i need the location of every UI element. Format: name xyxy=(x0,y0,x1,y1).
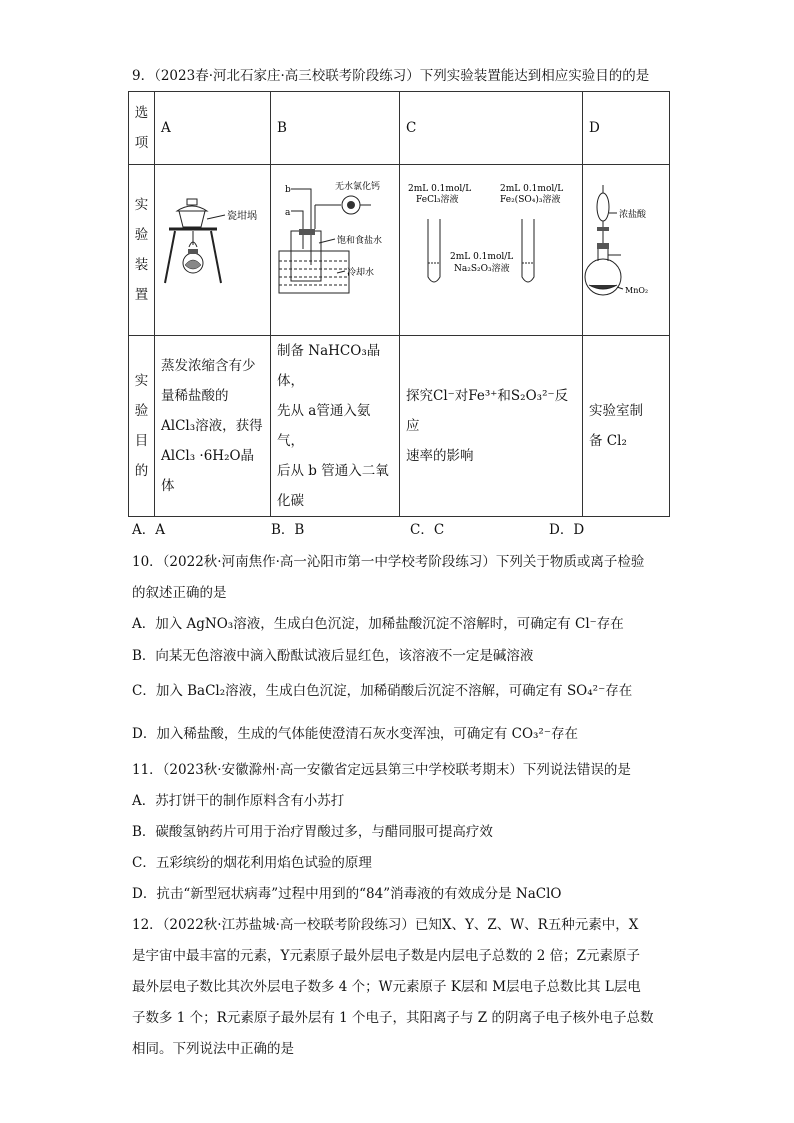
q10-option-c[interactable]: C．加入 BaCl₂溶液，生成白色沉淀，加稀硝酸后沉淀不溶解，可确定有 SO₄²⁻存在 xyxy=(132,683,633,699)
row-label-options: 选 项 xyxy=(129,92,155,165)
tube-a-label: a xyxy=(285,208,291,218)
q10-stem-line2: 的叙述正确的是 xyxy=(132,585,227,601)
q9-stem: 9．（2023春·河北石家庄·高三校联考阶段练习）下列实验装置能达到相应实验目的的是 xyxy=(132,68,650,84)
q11-option-b[interactable]: B．碳酸氢钠药片可用于治疗胃酸过多，与醋同服可提高疗效 xyxy=(132,824,493,840)
label-crucible: 瓷坩埚 xyxy=(227,211,257,222)
header-c: C xyxy=(400,92,583,165)
q12-line-1: 12．（2022秋·江苏盐城·高一校联考阶段练习）已知X、Y、Z、W、R五种元素中，X xyxy=(132,917,639,933)
header-d: D xyxy=(583,92,670,165)
label-saturated-nacl: 饱和食盐水 xyxy=(337,236,383,246)
apparatus-row xyxy=(129,165,670,336)
row-label-purpose: 实 验 目 的 xyxy=(129,336,155,517)
label-na2s2o3: Na₂S₂O₃溶液 xyxy=(454,264,510,274)
purpose-d: 实验室制 备 Cl₂ xyxy=(583,336,670,517)
label-fe2so43: Fe₂(SO₄)₃溶液 xyxy=(500,195,561,205)
q9-option-c[interactable]: C．C xyxy=(410,522,445,538)
q12-line-5: 相同。下列说法中正确的是 xyxy=(132,1041,294,1057)
q10-option-a[interactable]: A．加入 AgNO₃溶液，生成白色沉淀，加稀盐酸沉淀不溶解时，可确定有 Cl⁻存在 xyxy=(132,616,624,632)
q9-option-d[interactable]: D．D xyxy=(549,522,585,538)
purpose-row xyxy=(129,336,670,517)
q9-table xyxy=(128,91,670,517)
q9-option-a[interactable]: A．A xyxy=(132,522,165,538)
apparatus-a xyxy=(155,165,271,336)
tube-b-label: b xyxy=(285,185,291,195)
evaporation-apparatus-diagram xyxy=(155,165,271,331)
q11-option-d[interactable]: D．抗击“新型冠状病毒”过程中用到的“84”消毒液的有效成分是 NaClO xyxy=(132,886,562,902)
q9-option-b[interactable]: B．B xyxy=(271,522,305,538)
label-cacl2: 无水氯化钙 xyxy=(335,182,381,192)
header-a: A xyxy=(155,92,271,165)
apparatus-d xyxy=(583,165,670,336)
purpose-a: 蒸发浓缩含有少 量稀盐酸的 AlCl₃溶液，获得 AlCl₃ ·6H₂O晶 体 xyxy=(155,336,271,517)
label-bottom-conc: 2mL 0.1mol/L xyxy=(450,252,514,262)
q11-option-a[interactable]: A．苏打饼干的制作原料含有小苏打 xyxy=(132,793,345,809)
apparatus-c xyxy=(400,165,583,336)
purpose-c: 探究Cl⁻对Fe³⁺和S₂O₃²⁻反应 速率的影响 xyxy=(400,336,583,517)
q10-stem-line1: 10．（2022秋·河南焦作·高一沁阳市第一中学校考阶段练习）下列关于物质或离子检验 xyxy=(132,554,645,570)
chlorine-apparatus-diagram xyxy=(583,165,670,331)
q11-stem: 11．（2023秋·安徽滁州·高一安徽省定远县第三中学校联考期末）下列说法错误的是 xyxy=(132,762,631,778)
table-header-row xyxy=(129,92,670,165)
apparatus-b xyxy=(271,165,400,336)
q12-line-2: 是宇宙中最丰富的元素，Y元素原子最外层电子数是内层电子总数的 2 倍；Z元素原子 xyxy=(132,948,640,964)
test-tube-diagram xyxy=(400,165,583,331)
q12-line-3: 最外层电子数比其次外层电子数多 4 个；W元素原子 K层和 M层电子总数比其 L层电 xyxy=(132,979,641,995)
label-left-conc: 2mL 0.1mol/L xyxy=(408,184,472,194)
label-fecl3: FeCl₃溶液 xyxy=(416,195,459,205)
q10-option-b[interactable]: B．向某无色溶液中滴入酚酞试液后显红色，该溶液不一定是碱溶液 xyxy=(132,648,534,664)
q12-line-4: 子数多 1 个；R元素原子最外层有 1 个电子，其阳离子与 Z 的阴离子电子核外电子总数 xyxy=(132,1010,654,1026)
q11-option-c[interactable]: C．五彩缤纷的烟花利用焰色试验的原理 xyxy=(132,855,372,871)
label-conc-hcl: 浓盐酸 xyxy=(619,210,647,220)
nahco3-apparatus-diagram xyxy=(271,165,400,331)
label-right-conc: 2mL 0.1mol/L xyxy=(500,184,564,194)
row-label-apparatus: 实 验 装 置 xyxy=(129,165,155,336)
purpose-b: 制备 NaHCO₃晶体， 先从 a管通入氨气， 后从 b 管通入二氧 化碳 xyxy=(271,336,400,517)
header-b: B xyxy=(271,92,400,165)
label-cooling-water: 冷却水 xyxy=(347,268,375,278)
label-mno2: MnO₂ xyxy=(625,286,649,295)
q10-option-d[interactable]: D．加入稀盐酸，生成的气体能使澄清石灰水变浑浊，可确定有 CO₃²⁻存在 xyxy=(132,726,578,742)
